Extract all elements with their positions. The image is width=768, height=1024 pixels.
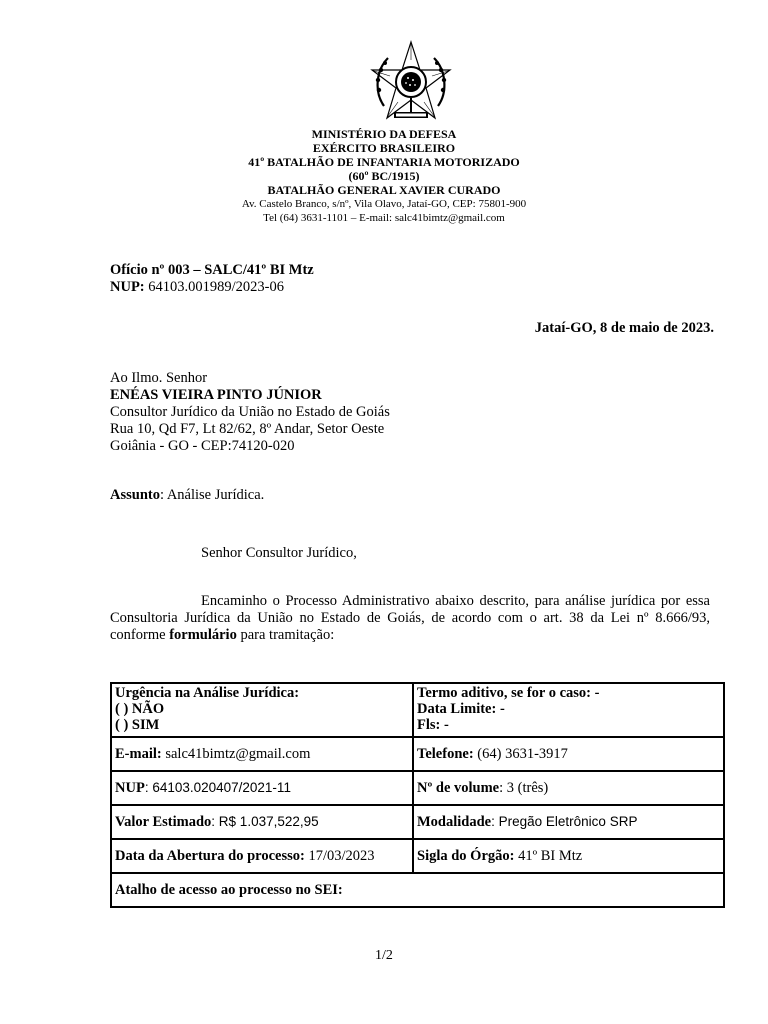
amendment-cell: [413, 683, 724, 737]
abertura-value: 17/03/2023: [304, 848, 375, 864]
data-limite-label: Data Limite: -: [417, 701, 505, 717]
urgency-option-yes: ( ) SIM: [115, 717, 160, 733]
sigla-label: Sigla do Órgão:: [417, 848, 515, 864]
modalidade-label: Modalidade: [417, 814, 492, 830]
header-contact: Tel (64) 3631-1101 – E-mail: salc41bimtz@gmail.com: [263, 212, 505, 224]
valor-value: : R$ 1.037,522,95: [211, 814, 319, 829]
recipient-address-line1: Rua 10, Qd F7, Lt 82/62, 8º Andar, Setor Oeste: [110, 421, 385, 437]
body-text-part2: para tramitação:: [236, 627, 335, 643]
battalion-denomination: BATALHÃO GENERAL XAVIER CURADO: [267, 183, 501, 197]
body-text-part1: Encaminho o Processo Administrativo abaixo descrito, para análise jurídica por essa Consultoria Jurídica da União no Estado de Goiás, de acordo com o art. 38 da Lei nº 8.666/93, conforme: [110, 593, 710, 643]
fls-label: Fls: -: [417, 717, 449, 733]
greeting: Senhor Consultor Jurídico,: [201, 545, 357, 561]
urgency-cell: [111, 683, 413, 737]
urgency-label: Urgência na Análise Jurídica:: [115, 685, 300, 701]
table-row: [111, 683, 724, 737]
volume-label: Nº de volume: [417, 780, 500, 796]
recipient-name: ENÉAS VIEIRA PINTO JÚNIOR: [110, 387, 322, 403]
nup-label: NUP: [115, 780, 145, 796]
atalho-label: Atalho de acesso ao processo no SEI:: [115, 882, 343, 898]
table-row: [111, 873, 724, 907]
table-row: [111, 771, 724, 805]
email-value: salc41bimtz@gmail.com: [161, 746, 311, 762]
oficio-nup-label: NUP:: [110, 279, 145, 295]
subject-line: [110, 487, 264, 504]
battalion-historic-code: (60º BC/1915): [348, 169, 420, 183]
subject-value: : Análise Jurídica.: [159, 487, 265, 503]
telefone-value: (64) 3631-3917: [473, 746, 568, 762]
volume-cell: [413, 771, 724, 805]
nup-cell: [111, 771, 413, 805]
telefone-label: Telefone:: [417, 746, 474, 762]
subject-label: Assunto: [110, 487, 160, 503]
table-row: [111, 805, 724, 839]
page-number: 1/2: [375, 948, 393, 963]
valor-cell: [111, 805, 413, 839]
recipient-block: [110, 370, 390, 455]
date-line: Jataí-GO, 8 de maio de 2023.: [534, 320, 714, 336]
modalidade-cell: [413, 805, 724, 839]
coat-of-arms-emblem: [368, 40, 454, 126]
sigla-value: 41º BI Mtz: [514, 848, 583, 864]
oficio-nup-value: 64103.001989/2023-06: [148, 279, 284, 295]
table-row: [111, 839, 724, 873]
termo-aditivo-label: Termo aditivo, se for o caso: -: [417, 685, 600, 701]
ministry-name: MINISTÉRIO DA DEFESA: [311, 127, 457, 141]
oficio-number: Ofício nº 003 – SALC/41º BI Mtz: [110, 262, 314, 278]
urgency-option-no: ( ) NÃO: [115, 701, 165, 717]
email-label: E-mail:: [115, 746, 162, 762]
valor-label: Valor Estimado: [115, 814, 212, 830]
abertura-label: Data da Abertura do processo:: [115, 848, 305, 864]
body-paragraph: [110, 593, 710, 644]
body-text-bold: formulário: [169, 627, 237, 643]
volume-value: : 3 (três): [499, 780, 549, 796]
atalho-cell: [111, 873, 724, 907]
table-row: [111, 737, 724, 771]
army-name: EXÉRCITO BRASILEIRO: [312, 141, 456, 155]
header-address: Av. Castelo Branco, s/nº, Vila Olavo, Jataí-GO, CEP: 75801-900: [241, 198, 527, 210]
email-cell: [111, 737, 413, 771]
recipient-salutation: Ao Ilmo. Senhor: [110, 370, 208, 386]
battalion-name: 41º BATALHÃO DE INFANTARIA MOTORIZADO: [248, 155, 520, 169]
oficio-nup: [110, 279, 284, 296]
process-form-table: [110, 682, 725, 908]
telefone-cell: [413, 737, 724, 771]
sigla-cell: [413, 839, 724, 873]
recipient-title: Consultor Jurídico da União no Estado de Goiás: [110, 404, 390, 420]
modalidade-value: : Pregão Eletrônico SRP: [491, 814, 638, 829]
recipient-address-line2: Goiânia - GO - CEP:74120-020: [110, 438, 295, 454]
letterhead: [0, 127, 768, 225]
nup-value: : 64103.020407/2021-11: [144, 780, 291, 795]
abertura-cell: [111, 839, 413, 873]
